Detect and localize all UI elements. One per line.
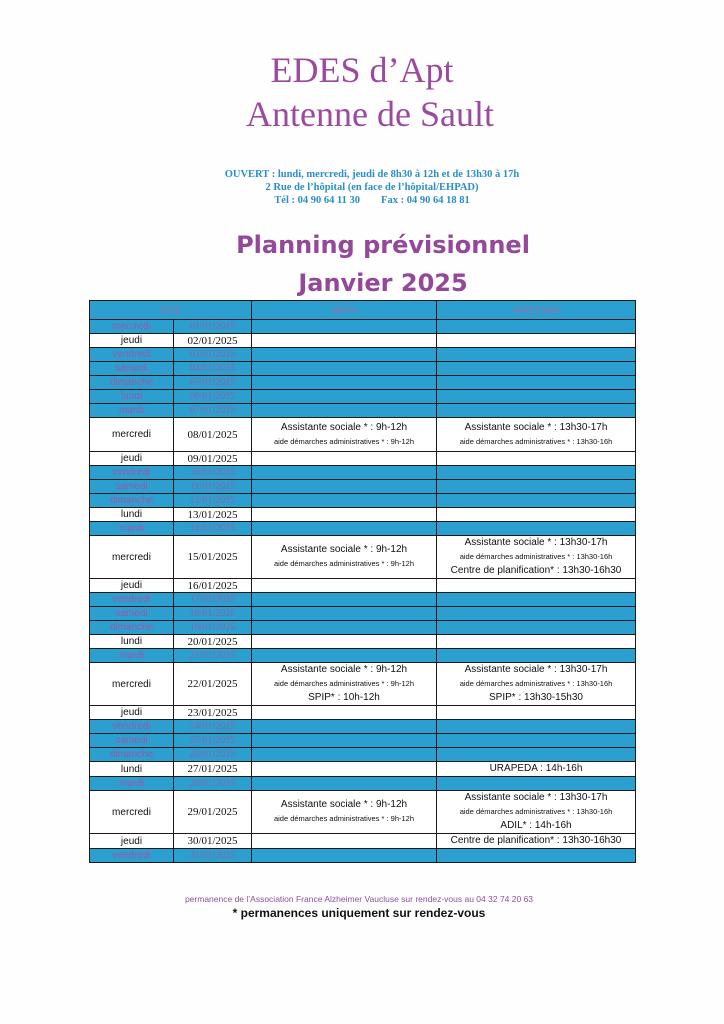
row-day: samedi bbox=[90, 362, 174, 376]
row-date: 10/01/2025 bbox=[174, 466, 252, 480]
slot-apres-midi bbox=[437, 593, 636, 607]
row-date: 29/01/2025 bbox=[174, 791, 252, 834]
row-date: 30/01/2025 bbox=[174, 834, 252, 849]
table-row bbox=[90, 849, 636, 863]
slot-matin bbox=[252, 791, 437, 834]
slot-matin bbox=[252, 734, 437, 748]
slot-entry: SPIP* : 10h-12h bbox=[308, 692, 380, 703]
slot-matin bbox=[252, 334, 437, 348]
slot-entry: aide démarches administratives * : 9h-12h bbox=[273, 436, 415, 446]
schedule-table bbox=[89, 300, 636, 863]
opening-hours: OUVERT : lundi, mercredi, jeudi de 8h30 à 12h et de 13h30 à 17h bbox=[224, 169, 520, 180]
slot-matin bbox=[252, 834, 437, 849]
row-date: 17/01/2025 bbox=[174, 593, 252, 607]
slot-apres-midi bbox=[437, 404, 636, 418]
slot-matin bbox=[252, 777, 437, 791]
table-row bbox=[90, 418, 636, 452]
slot-apres-midi bbox=[437, 579, 636, 593]
row-day: lundi bbox=[90, 390, 174, 404]
slot-apres-midi bbox=[437, 663, 636, 706]
slot-entry: aide démarches administratives * : 9h-12h bbox=[273, 814, 415, 823]
table-row bbox=[90, 404, 636, 418]
slot-entry: Centre de planification* : 13h30-16h30 bbox=[450, 835, 622, 846]
row-day: dimanche bbox=[90, 494, 174, 508]
row-day: samedi bbox=[90, 607, 174, 621]
table-row bbox=[90, 663, 636, 706]
row-date: 20/01/2025 bbox=[174, 635, 252, 649]
slot-matin bbox=[252, 593, 437, 607]
slot-apres-midi bbox=[437, 834, 636, 849]
slot-entry: aide démarches administratives * : 13h30-16h bbox=[459, 436, 613, 446]
row-date: 04/01/2025 bbox=[174, 362, 252, 376]
table-row bbox=[90, 720, 636, 734]
row-day: jeudi bbox=[90, 579, 174, 593]
slot-entry: Assistante sociale * : 13h30-17h bbox=[464, 421, 608, 433]
header-apres-midi: APRES MIDI bbox=[437, 301, 636, 320]
table-row bbox=[90, 452, 636, 466]
table-row bbox=[90, 593, 636, 607]
title-edes: EDES d’Apt bbox=[270, 50, 454, 90]
table-row bbox=[90, 762, 636, 777]
row-day: mardi bbox=[90, 777, 174, 791]
row-day: dimanche bbox=[90, 621, 174, 635]
planning-title: Planning prévisionnel bbox=[236, 231, 530, 259]
slot-apres-midi bbox=[437, 762, 636, 777]
table-row bbox=[90, 522, 636, 536]
row-day: dimanche bbox=[90, 748, 174, 762]
slot-matin bbox=[252, 621, 437, 635]
slot-entry: aide démarches administratives * : 9h-12h bbox=[273, 679, 415, 688]
row-date: 26/01/2025 bbox=[174, 748, 252, 762]
row-date: 07/01/2025 bbox=[174, 404, 252, 418]
table-row bbox=[90, 607, 636, 621]
schedule-header-row bbox=[90, 301, 636, 320]
slot-apres-midi bbox=[437, 849, 636, 863]
slot-entry: Centre de planification* : 13h30-16h30 bbox=[450, 565, 622, 576]
table-row bbox=[90, 777, 636, 791]
slot-matin bbox=[252, 508, 437, 522]
row-day: dimanche bbox=[90, 376, 174, 390]
row-date: 28/01/2025 bbox=[174, 777, 252, 791]
row-day: mardi bbox=[90, 649, 174, 663]
row-date: 15/01/2025 bbox=[174, 536, 252, 579]
table-row bbox=[90, 536, 636, 579]
slot-matin bbox=[252, 536, 437, 579]
row-date: 31/01/2025 bbox=[174, 849, 252, 863]
slot-matin bbox=[252, 376, 437, 390]
row-day: mardi bbox=[90, 522, 174, 536]
slot-apres-midi bbox=[437, 734, 636, 748]
slot-apres-midi bbox=[437, 494, 636, 508]
table-row bbox=[90, 579, 636, 593]
schedule-body bbox=[90, 320, 636, 863]
slot-apres-midi bbox=[437, 466, 636, 480]
slot-entry: aide démarches administratives * : 13h30-16h bbox=[459, 679, 613, 688]
row-date: 09/01/2025 bbox=[174, 452, 252, 466]
slot-apres-midi bbox=[437, 480, 636, 494]
slot-apres-midi bbox=[437, 320, 636, 334]
slot-apres-midi bbox=[437, 635, 636, 649]
slot-entry: Assistante sociale * : 9h-12h bbox=[280, 799, 408, 810]
row-day: lundi bbox=[90, 508, 174, 522]
slot-apres-midi bbox=[437, 376, 636, 390]
row-day: jeudi bbox=[90, 334, 174, 348]
contact-phone-fax: Tél : 04 90 64 11 30 Fax : 04 90 64 18 81 bbox=[274, 195, 470, 206]
slot-entry: aide démarches administratives * : 9h-12h bbox=[273, 559, 415, 568]
slot-matin bbox=[252, 390, 437, 404]
slot-entry: Assistante sociale * : 9h-12h bbox=[280, 544, 408, 555]
slot-entry: SPIP* : 13h30-15h30 bbox=[489, 692, 583, 703]
table-row bbox=[90, 320, 636, 334]
slot-matin bbox=[252, 748, 437, 762]
alzheimer-note: permanence de l’Association France Alzheimer Vaucluse sur rendez-vous au 04 32 74 20 63 bbox=[184, 894, 534, 904]
table-row bbox=[90, 480, 636, 494]
slot-entry: ADIL* : 14h-16h bbox=[500, 820, 572, 831]
slot-apres-midi bbox=[437, 334, 636, 348]
row-day: samedi bbox=[90, 480, 174, 494]
table-row bbox=[90, 348, 636, 362]
slot-entry: Assistante sociale * : 9h-12h bbox=[280, 664, 408, 675]
slot-matin bbox=[252, 522, 437, 536]
row-date: 13/01/2025 bbox=[174, 508, 252, 522]
address: 2 Rue de l’hôpital (en face de l’hôpital/EHPAD) bbox=[265, 182, 479, 193]
row-date: 02/01/2025 bbox=[174, 334, 252, 348]
table-row bbox=[90, 362, 636, 376]
table-row bbox=[90, 494, 636, 508]
slot-apres-midi bbox=[437, 418, 636, 452]
slot-apres-midi bbox=[437, 791, 636, 834]
slot-entry: Assistante sociale * : 13h30-17h bbox=[464, 537, 608, 548]
slot-apres-midi bbox=[437, 536, 636, 579]
row-date: 06/01/2025 bbox=[174, 390, 252, 404]
row-day: lundi bbox=[90, 762, 174, 777]
slot-matin bbox=[252, 579, 437, 593]
table-row bbox=[90, 466, 636, 480]
table-row bbox=[90, 791, 636, 834]
slot-matin bbox=[252, 649, 437, 663]
slot-apres-midi bbox=[437, 390, 636, 404]
header-date: DATE bbox=[90, 301, 252, 320]
table-row bbox=[90, 706, 636, 720]
slot-matin bbox=[252, 663, 437, 706]
row-day: vendredi bbox=[90, 849, 174, 863]
appointment-note: * permanences uniquement sur rendez-vous bbox=[232, 906, 486, 920]
table-row bbox=[90, 649, 636, 663]
slot-entry: Assistante sociale * : 9h-12h bbox=[280, 421, 408, 433]
slot-matin bbox=[252, 452, 437, 466]
row-day: mercredi bbox=[90, 791, 174, 834]
slot-entry: aide démarches administratives * : 13h30-16h bbox=[459, 807, 613, 816]
row-date: 14/01/2025 bbox=[174, 522, 252, 536]
row-date: 27/01/2025 bbox=[174, 762, 252, 777]
row-date: 18/01/2025 bbox=[174, 607, 252, 621]
row-date: 21/01/2025 bbox=[174, 649, 252, 663]
row-day: mercredi bbox=[90, 536, 174, 579]
slot-matin bbox=[252, 720, 437, 734]
table-row bbox=[90, 834, 636, 849]
row-date: 03/01/2025 bbox=[174, 348, 252, 362]
slot-matin bbox=[252, 418, 437, 452]
row-date: 11/01/2025 bbox=[174, 480, 252, 494]
planning-month: Janvier 2025 bbox=[298, 269, 468, 297]
slot-matin bbox=[252, 849, 437, 863]
row-day: vendredi bbox=[90, 593, 174, 607]
table-row bbox=[90, 334, 636, 348]
table-row bbox=[90, 508, 636, 522]
slot-matin bbox=[252, 480, 437, 494]
row-day: mercredi bbox=[90, 663, 174, 706]
slot-matin bbox=[252, 635, 437, 649]
slot-apres-midi bbox=[437, 452, 636, 466]
slot-apres-midi bbox=[437, 508, 636, 522]
row-day: mercredi bbox=[90, 320, 174, 334]
row-day: jeudi bbox=[90, 706, 174, 720]
row-date: 23/01/2025 bbox=[174, 706, 252, 720]
table-row bbox=[90, 748, 636, 762]
slot-matin bbox=[252, 404, 437, 418]
row-day: jeudi bbox=[90, 452, 174, 466]
header-matin: MATIN bbox=[252, 301, 437, 320]
slot-apres-midi bbox=[437, 607, 636, 621]
slot-apres-midi bbox=[437, 706, 636, 720]
slot-matin bbox=[252, 466, 437, 480]
table-row bbox=[90, 635, 636, 649]
table-row bbox=[90, 376, 636, 390]
row-day: jeudi bbox=[90, 834, 174, 849]
slot-matin bbox=[252, 348, 437, 362]
table-row bbox=[90, 734, 636, 748]
table-row bbox=[90, 390, 636, 404]
row-date: 05/01/2025 bbox=[174, 376, 252, 390]
slot-apres-midi bbox=[437, 362, 636, 376]
slot-apres-midi bbox=[437, 649, 636, 663]
row-day: vendredi bbox=[90, 348, 174, 362]
slot-entry: Assistante sociale * : 13h30-17h bbox=[464, 792, 608, 803]
slot-apres-midi bbox=[437, 522, 636, 536]
slot-matin bbox=[252, 320, 437, 334]
row-date: 08/01/2025 bbox=[174, 418, 252, 452]
title-antenne: Antenne de Sault bbox=[246, 94, 494, 134]
slot-entry: URAPEDA : 14h-16h bbox=[489, 763, 583, 774]
row-date: 22/01/2025 bbox=[174, 663, 252, 706]
row-date: 12/01/2025 bbox=[174, 494, 252, 508]
table-row bbox=[90, 621, 636, 635]
row-day: mercredi bbox=[90, 418, 174, 452]
row-day: vendredi bbox=[90, 466, 174, 480]
row-date: 25/01/2025 bbox=[174, 734, 252, 748]
row-date: 01/01/2025 bbox=[174, 320, 252, 334]
slot-matin bbox=[252, 706, 437, 720]
row-day: samedi bbox=[90, 734, 174, 748]
row-date: 24/01/2025 bbox=[174, 720, 252, 734]
row-date: 19/01/2025 bbox=[174, 621, 252, 635]
row-day: vendredi bbox=[90, 720, 174, 734]
slot-apres-midi bbox=[437, 348, 636, 362]
slot-apres-midi bbox=[437, 720, 636, 734]
slot-apres-midi bbox=[437, 621, 636, 635]
slot-matin bbox=[252, 607, 437, 621]
slot-matin bbox=[252, 362, 437, 376]
slot-entry: Assistante sociale * : 13h30-17h bbox=[464, 664, 608, 675]
row-date: 16/01/2025 bbox=[174, 579, 252, 593]
slot-matin bbox=[252, 762, 437, 777]
row-day: mardi bbox=[90, 404, 174, 418]
slot-apres-midi bbox=[437, 748, 636, 762]
row-day: lundi bbox=[90, 635, 174, 649]
slot-apres-midi bbox=[437, 777, 636, 791]
slot-entry: aide démarches administratives * : 13h30-16h bbox=[459, 552, 613, 561]
slot-matin bbox=[252, 494, 437, 508]
